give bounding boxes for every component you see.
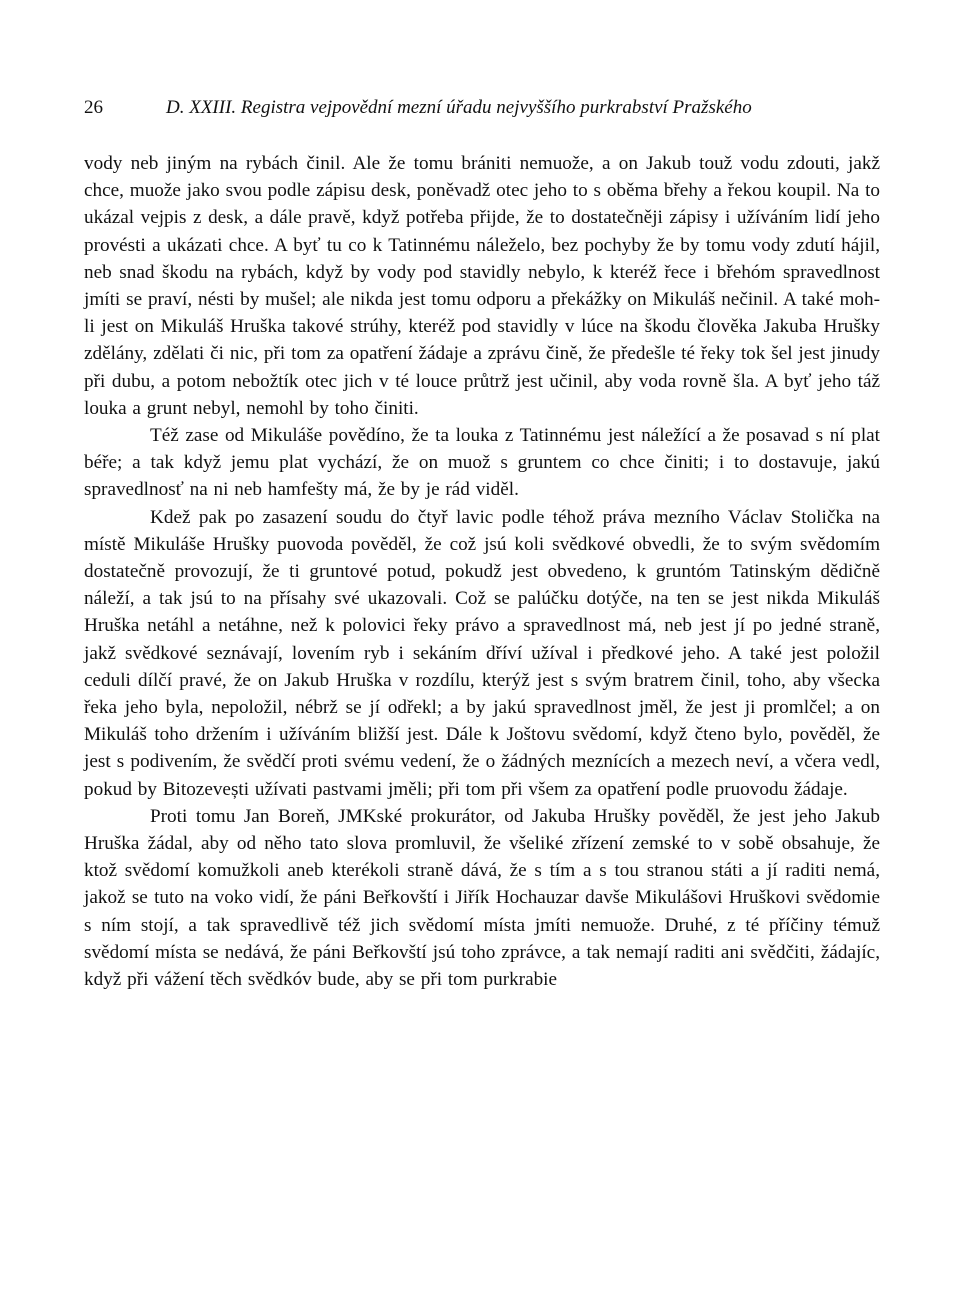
document-page xyxy=(84,96,880,993)
paragraph: Též zase od Mikuláše povědíno, že ta louka z Tatinnému jest náležící a že posavad s ní plat béře; a tak když jemu plat vychází, že on muož s gruntem co chce činiti; i to dostavuje, jakú spravedlnosť na ni neb hamfešty má, že by je rád viděl. xyxy=(84,425,880,501)
paragraph: Kdež pak po zasazení soudu do čtyř lavic podle téhož práva mezního Václav Stolička na místě Mikuláše Hrušky puovoda pověděl, že což jsú koli svědkové obvedli, že to svým svědomím dostatečně provozují, že ti gruntové potud, pokudž jest obvedeno, k gruntóm Tatinským dědičně náleží, a tak jsú to na přísahy své ukazovali. Což se palúčku dotýče, na ten se jest nikda Mikuláš Hruška netáhl a netáhne, než k polovici řeky právo a spravedlnost má, neb jest jí po jedné straně, jakž svědkové seznávají, lovením ryb i sekáním dříví užíval i předkové jeho. A také jest položil ceduli dílčí pravé, že on Jakub Hruška v rozdílu, kterýž jest s svým bratrem činil, toho, aby všecka řeka jeho byla, nepoložil, nébrž se jí odřekl; a by jakú spravedlnost jměl, že jest ji promlčel; a on Mikuláš toho držením i užíváním bližší jest. Dále k Joštovu svědomí, když čteno bylo, pověděl, že jest s podivením, že svědčí proti svému vedení, že o žádných meznících a mezech neví, a včera vedl, pokud by Bitozevești užívati pastvami jměli; při tom při všem za opatření podle pruovodu žádaje. xyxy=(84,506,880,800)
running-title: D. XXIII. Registra vejpovědní mezní úřadu nejvyššího purkrabství Pražského xyxy=(166,97,752,118)
page-number: 26 xyxy=(84,97,103,118)
paragraph: vody neb jiným na rybách činil. Ale že tomu brániti nemuože, a on Jakub touž vodu zdouti, jakž chce, muože jako svou podle zápisu desk, poněvadž otec jeho to s oběma břehy a řekou koupil. Na to ukázal vejpis z desk, a dále pravě, když potřeba přijde, že to dostatečněji zápisy i užíváním lidí jeho provésti a ukázati chce. A byť tu co k Tatinnému náleželo, bez pochyby že by tomu vody zdutí hájil, neb snad škodu na rybách, když by vody pod stavidly nebylo, k kteréž řece i břehóm spravedlnost jmíti se praví, nésti by mušel; ale nikda jest tomu odporu a překážky on Mikuláš nečinil. A také moh-li jest on Mikuláš Hruška takové strúhy, kteréž pod stavidly v lúce na škodu člověka Jakuba Hrušky zdělány, zdělati či nic, při tom za opatření žádaje a zprávu čině, že předešle té řeky tok šel jest jinudy při dubu, a potom nebožtík otec jich v té louce průtrž jest učinil, aby voda rovně šla. A byť jeho táž louka a grunt nebyl, nemohl by toho činiti. xyxy=(84,153,880,419)
body-text xyxy=(84,150,880,993)
paragraph: Proti tomu Jan Boreň, JMKské prokurátor, od Jakuba Hrušky pověděl, že jest jeho Jakub Hruška žádal, aby od něho tato slova promluvil, že všeliké zřízení zemské to v sobě obsahuje, že ktož svědomí komužkoli aneb kterékoli straně dává, že s tím a s tou stranou státi a jí raditi nemá, jakož se tuto na voko vidí, že páni Beřkovští i Jiřík Hochauzar davše Mikulášovi Hruškovi svědomie s ním stojí, a tak spravedlivě též jich svědomí místa jmíti nemuože. Druhé, z té příčiny témuž svědomí místa se nedává, že páni Beřkovští jsú toho zprávce, a tak nemají raditi ani svědčiti, žádajíc, když při vážení těch svědkóv bude, aby se při tom purkrabie xyxy=(84,805,880,991)
running-head xyxy=(84,96,880,120)
